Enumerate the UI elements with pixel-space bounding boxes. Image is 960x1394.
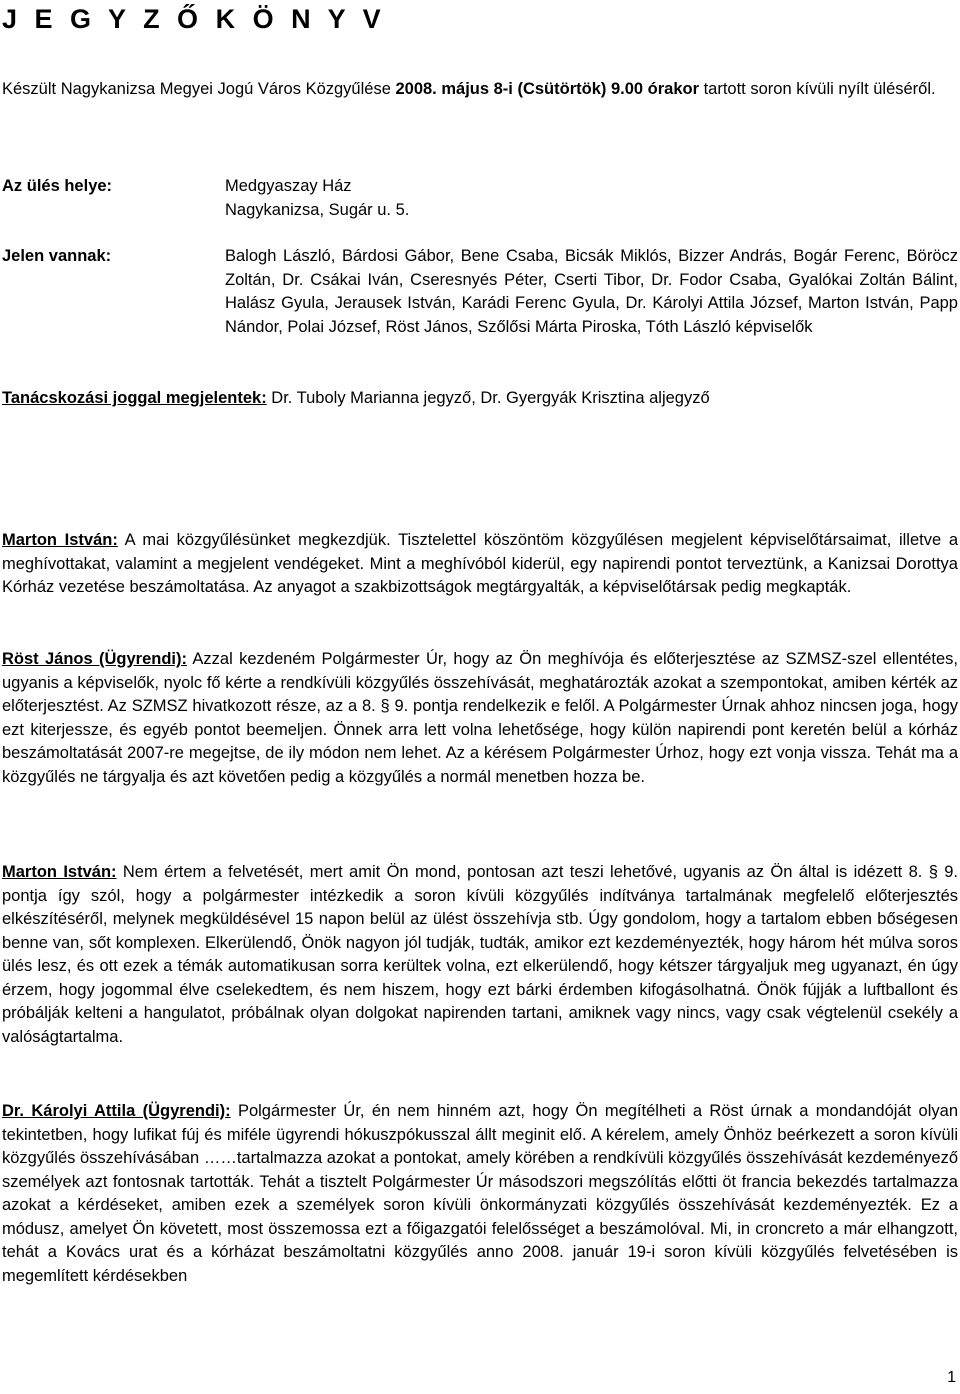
advisory-text: Dr. Tuboly Marianna jegyző, Dr. Gyergyák Krisztina aljegyző [266,389,710,407]
present-label: Jelen vannak: [2,247,112,265]
speech-paragraph [2,861,958,1049]
speech-paragraph [2,1100,958,1288]
intro-suffix: tartott soron kívüli nyílt üléséről. [699,80,936,98]
speech-text: A mai közgyűlésünket megkezdjük. Tisztelettel köszöntöm közgyűlésen megjelent képviselőtársaimat, illetve a meghívottakat, valamint a megjelent vendégeket. Mint a meghívóból kiderül, egy napirendi pontot terveztünk, a Kanizsai Dorottya Kórház vezetése beszámoltatása. Az anyagot a szakbizottságok megtárgyalták, a képviselőtársak pedig megkapták. [2,531,958,596]
intro-paragraph [2,78,958,101]
intro-prefix: Készült Nagykanizsa Megyei Jogú Város Közgyűlése [2,80,396,98]
speech-text: Nem értem a felvetését, mert amit Ön mond, pontosan azt teszi lehetővé, ugyanis az Ön által is idézett 8. § 9. pontja így szól, hogy a polgármester intézkedik a soron kívüli közgyűlés indítványa tartalmának megfelelő előterjesztés elkészítéséről, melynek megküldésével 15 napon belül az ülést összehívja stb. Úgy gondolom, hogy a tartalom ebben bőségesen benne van, sőt komplexen. Elkerülendő, Önök nagyon jól tudják, tudták, amikor ezt kezdeményezték, hogy három hét múlva soros ülés lesz, és ott ezek a témák automatikusan sorra kerültek volna, ezt elkerülendő, hogy kétszer tárgyaljuk meg ugyanazt, én úgy érzem, hogy jogommal élve cselekedtem, és nem hiszem, hogy ezt bárki érdemben kifogásolhatná. Önök fújják a luftballont és próbálják kelteni a hangulatot, próbálnak olyan dolgokat napirenden tartani, amiknek vagy nincs, vagy csak végtelenül csekély a valóságtartalma. [2,863,958,1046]
intro-date: 2008. május 8-i (Csütörtök) 9.00 órakor [395,80,699,98]
advisory-label: Tanácskozási joggal megjelentek: [2,389,267,407]
page-number: 1 [947,1369,956,1386]
speech-paragraph [2,648,958,789]
venue-line-2: Nagykanizsa, Sugár u. 5. [225,200,410,219]
speaker-name: Röst János (Ügyrendi): [2,650,187,668]
advisory-line [2,387,958,410]
document-title: J E G Y Z Ő K Ö N Y V [2,4,386,34]
speech-paragraph [2,529,958,600]
present-list: Balogh László, Bárdosi Gábor, Bene Csaba, Bicsák Miklós, Bizzer András, Bogár Ferenc, Böröcz Zoltán, Dr. Csákai Iván, Cseresnyés Péter, Cserti Tibor, Dr. Fodor Csaba, Gyalókai Zoltán Bálint, Halász Gyula, Jerausek István, Karádi Ferenc Gyula, Dr. Károlyi Attila József, Marton István, Papp Nándor, Polai József, Röst János, Szőlősi Márta Piroska, Tóth László képviselők [225,247,958,336]
speaker-name: Marton István: [2,531,118,549]
venue-value [225,175,958,222]
venue-label: Az ülés helye: [2,177,113,195]
speaker-name: Marton István: [2,863,117,881]
speech-text: Polgármester Úr, én nem hinném azt, hogy Ön megítélheti a Röst úrnak a mondandóját olyan tekintetben, hogy lufikat fúj és miféle ügyrendi hókuszpókusszal állt meginit elő. A kérelem, amely Önhöz beérkezett a soron kívüli közgyűlés összehívásában ……tartalmazza azokat a pontokat, amely körében a rendkívüli közgyűlés összehívását kezdeményező személyek azt fontosnak tartották. Tehát a tisztelt Polgármester Úr másodszori megszólítás előtti öt francia bekezdés tartalmazza azokat a kérdéseket, amiben ezek a személyek soron kívüli önkormányzati közgyűlés összehívását kezdeményezték. Ez a módusz, amelyet Ön követett, most összemossa ezt a főigazgatói felelősséget a beszámolóval. Mi, in croncreto a már elhangzott, tehát a Kovács urat és a kórházat beszámoltatni közgyűlés anno 2008. január 19-i soron kívüli közgyűlés felvetésében is megemlített kérdésekben [2,1102,958,1285]
speech-text: Azzal kezdeném Polgármester Úr, hogy az Ön meghívója és előterjesztése az SZMSZ-szel ellentétes, ugyanis a képviselők, nyolc fő kérte a rendkívüli közgyűlés összehívását, meghatározták azokat a szempontokat, amiben kérték az előterjesztést. Az SZMSZ hivatkozott része, az a 8. § 9. pontja rendelkezik e felől. A Polgármester Úrnak ahhoz nincsen joga, hogy ezt kiterjessze, és egyéb pontot beemeljen. Önnek arra lett volna lehetősége, hogy külön napirendi pont keretén belül a kórház beszámoltatását 2007-re megejtse, de ily módon nem lehet. Az a kérésem Polgármester Úrhoz, hogy ezt vonja vissza. Tehát ma a közgyűlés ne tárgyalja és azt követően pedig a közgyűlés a normál menetben hozza be. [2,650,958,786]
speaker-name: Dr. Károlyi Attila (Ügyrendi): [2,1102,231,1120]
venue-line-1: Medgyaszay Ház [225,177,352,195]
